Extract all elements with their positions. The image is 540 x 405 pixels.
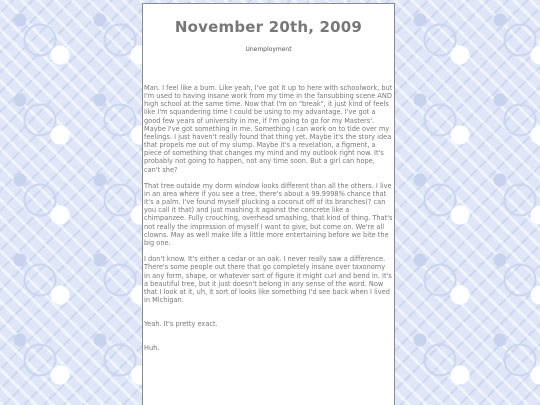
post-subtitle: Unemployment	[245, 46, 292, 53]
post-paragraph: That tree outside my dorm window looks different than all the others. I live in an area where if you see a tree, there's about a 99.9998% chance that it's a palm. I've found myself plucking a coconut off of its branches(? can you call it that) and just mashing it against the concrete like a chimpanzee. Fully crouching, overhead smashing, that kind of thing. That's not really the impression of myself I want to give, but come on. We're all clowns. May as well make life a little more entertaining before we bite the big one.	[144, 181, 393, 247]
post-paragraph: I don't know. It's either a cedar or an oak. I never really saw a difference. There's some people out there that go completely insane over taxonomy in any form, shape, or whatever sort of figure it might curl and bend in. It's a beautiful tree, but it just doesn't belong in any sense of the word. Now that I look at it, uh, it sort of looks like something I'd see back when I lived in Michigan.	[144, 255, 392, 305]
post-body	[144, 84, 393, 353]
post-title: November 20th, 2009	[174, 18, 363, 36]
post-page	[142, 3, 395, 405]
post-paragraph: Huh.	[144, 344, 160, 353]
post-paragraph: Yeah. It's pretty exact.	[144, 320, 218, 329]
post-paragraph: Man. I feel like a bum. Like yeah, I've got it up to here with schoolwork, but I'm used to having insane work from my time in the fansubbing scene AND high school at the same time. Now that I'm on "break", it just kind of feels like I'm squandering time I could be using to my advantage. I've got a good few years of university in me, if I'm going to go for my Masters'. Maybe I've got something in me. Something I can work on to tide over my feelings. I just haven't really found that thing yet. Maybe it's the story idea that propels me out of my slump. Maybe it's a revelation, a figment, a piece of something that changes my mind and my outlook right now. It's probably not going to happen, not any time soon. But a girl can hope, can't she?	[144, 84, 393, 174]
